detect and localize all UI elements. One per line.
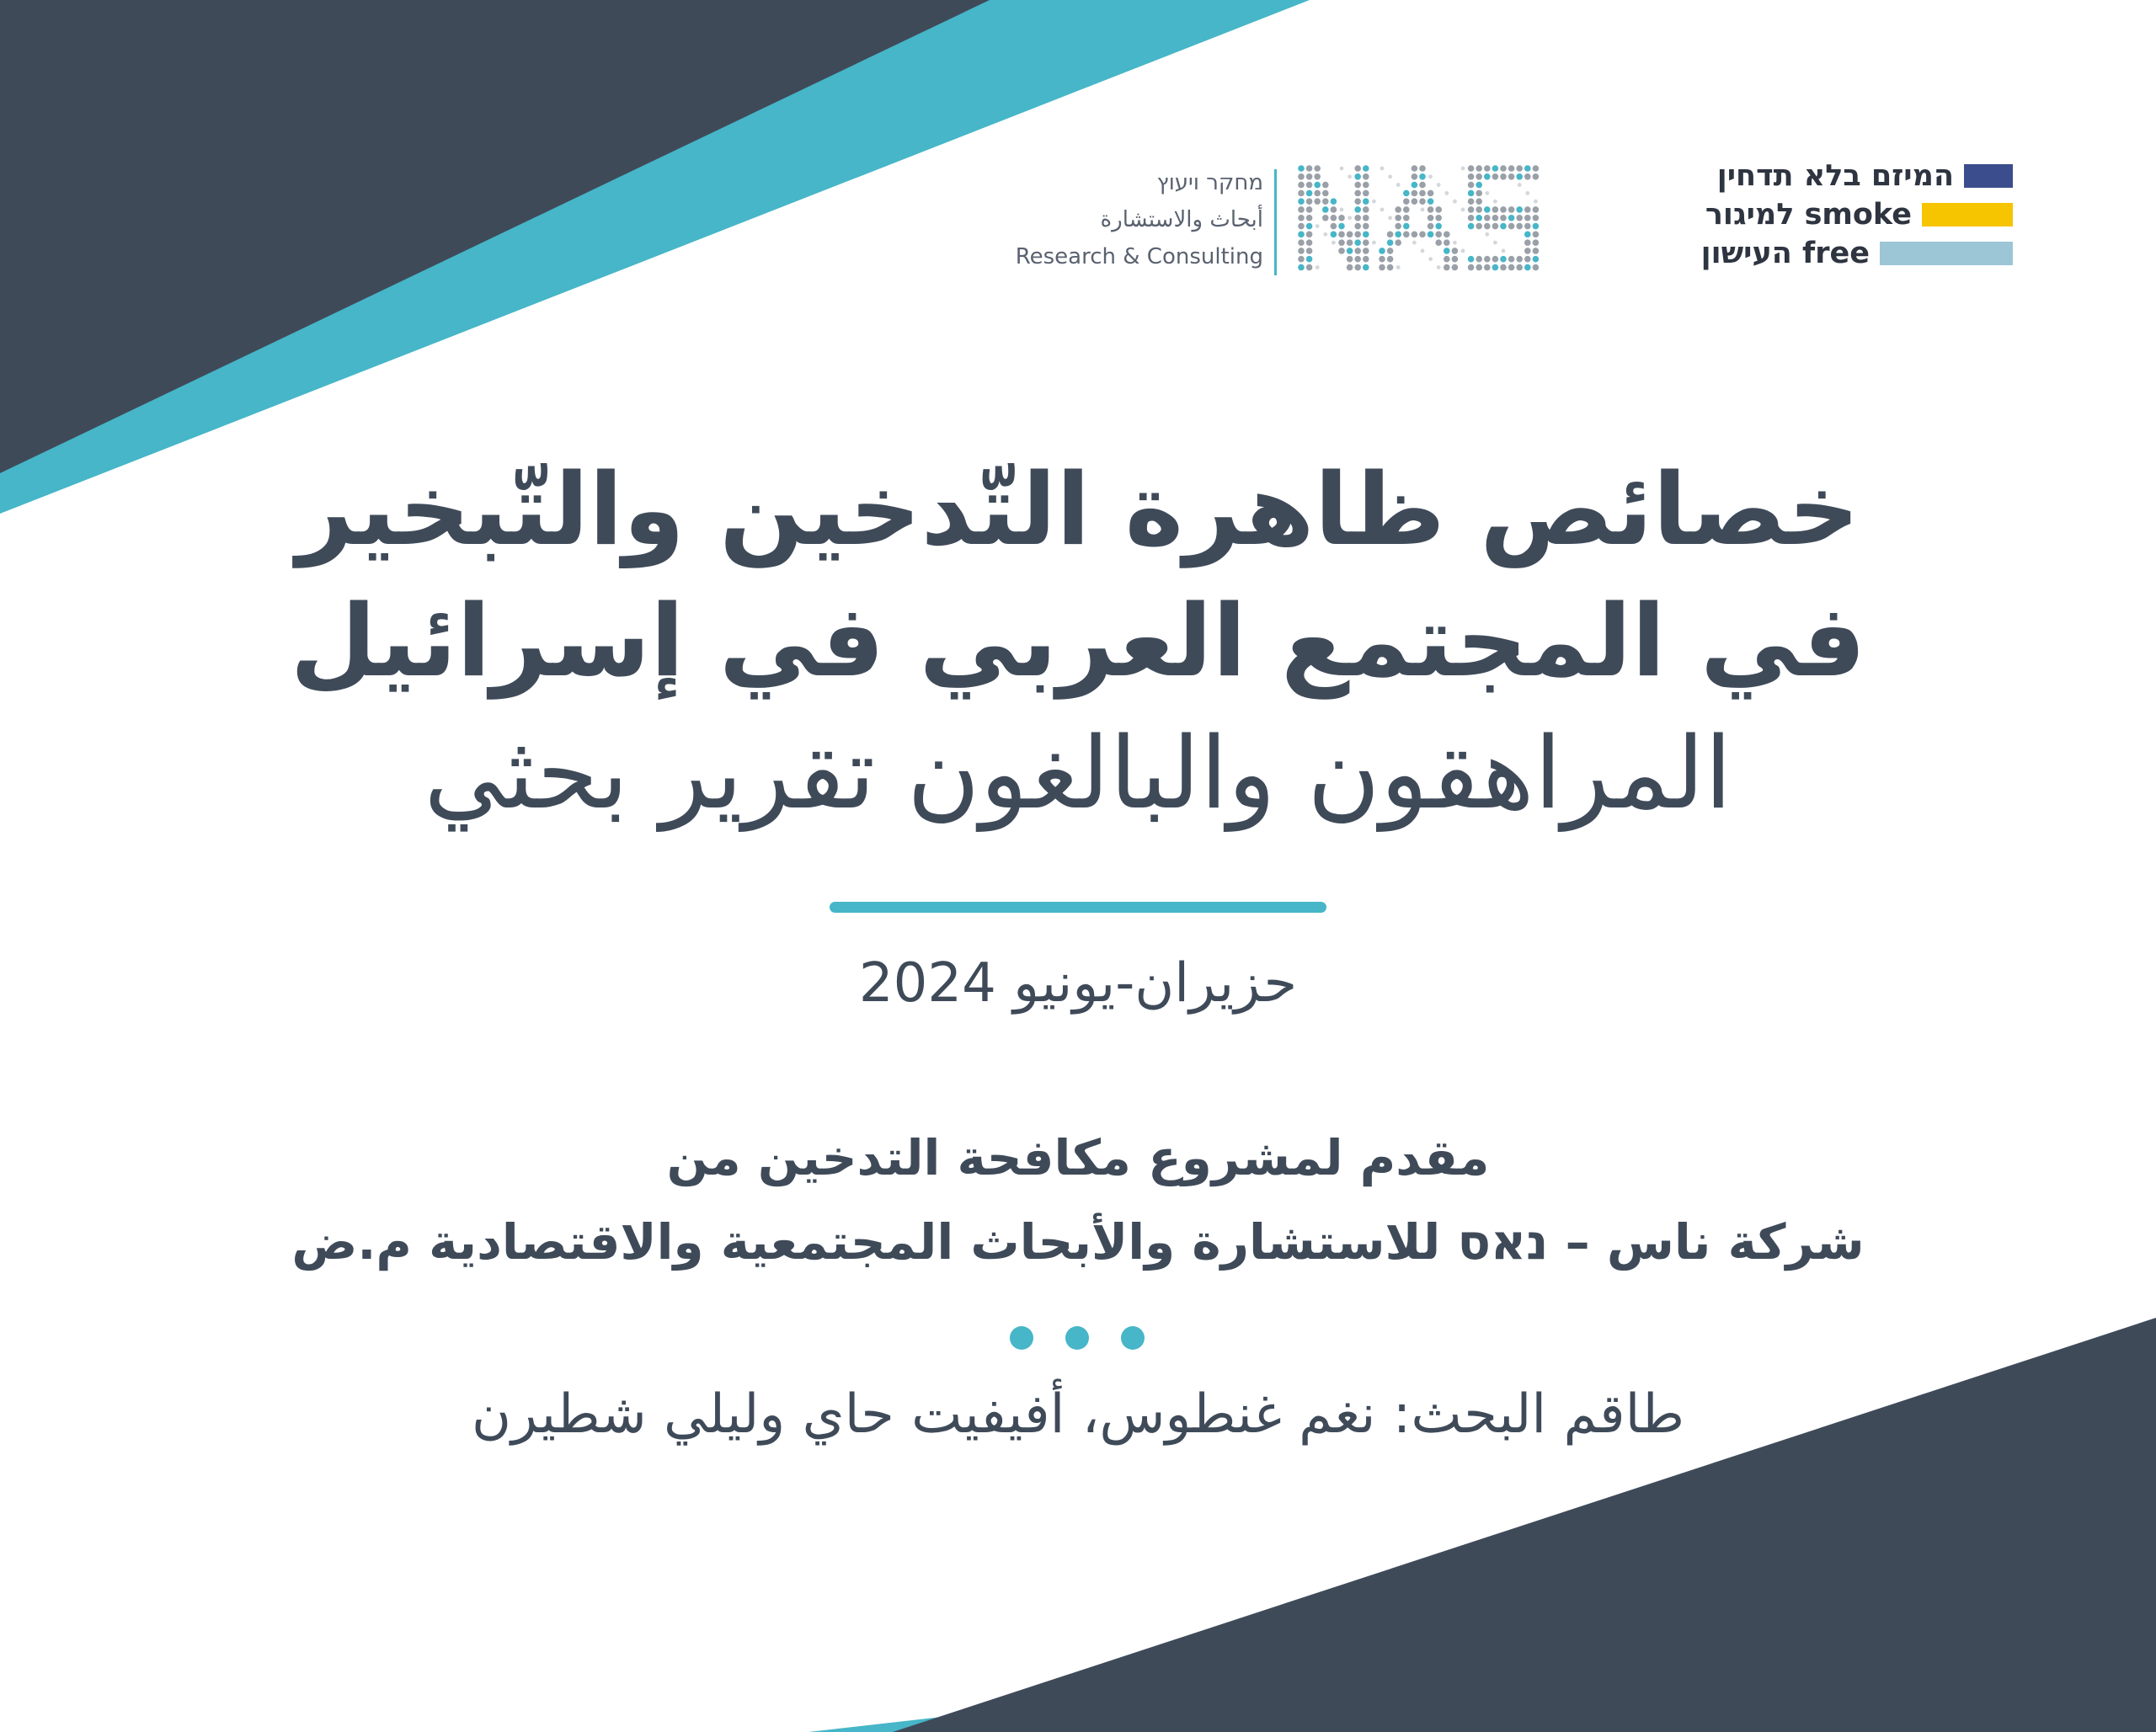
nas-dot [1525,191,1529,195]
nas-dot [1533,206,1540,213]
nas-dot [1298,182,1305,189]
nas-dot [1419,173,1426,180]
nas-dot [1403,198,1410,205]
nas-dot [1347,248,1353,254]
nas-dot [1476,215,1482,221]
nas-dot [1412,190,1418,197]
nas-dot [1306,173,1313,180]
nas-dot [1461,167,1465,171]
nas-dot [1348,174,1352,179]
nas-dot [1338,248,1345,254]
nas-dot [1314,198,1321,205]
smokefree-logo-row-3 [1701,237,2013,269]
report-date: حزيران-يونيو 2024 [858,952,1298,1015]
smokefree-logo-row-2 [1705,199,2013,231]
nas-dot [1533,215,1540,221]
nas-dot [1379,248,1385,254]
nas-dot [1516,215,1523,221]
nas-dot [1347,256,1353,263]
nas-dot [1314,182,1321,189]
nas-dot [1421,249,1425,253]
nas-dot [1534,200,1538,204]
nas-dot [1476,256,1482,263]
nas-dot [1314,173,1321,180]
smokefree-logo-row-1 [1717,160,2013,192]
nas-dot [1395,239,1401,246]
nas-dot [1354,239,1361,246]
nas-dot [1396,265,1401,269]
separator-dot [1121,1326,1145,1350]
nas-dot [1322,198,1329,205]
nas-dot [1306,198,1313,205]
nas-dot [1338,215,1345,221]
nas-dot [1468,173,1475,180]
nas-dot [1388,174,1392,179]
nas-dot [1452,264,1459,271]
nas-dot [1516,165,1523,172]
nas-dot [1306,215,1313,221]
nas-dot [1298,173,1305,180]
nas-dot [1428,174,1433,179]
nas-dot [1387,248,1394,254]
presented-line-2: شركة ناس – נאס للاستشارة والأبحاث المجتمعية والاقتصادية م.ض [291,1213,1865,1271]
nas-dot [1363,215,1369,221]
nas-dot [1372,241,1376,245]
nas-dot [1516,223,1523,230]
nas-dot [1322,215,1329,221]
nas-dot [1419,190,1426,197]
nas-dot [1306,190,1313,197]
nas-dot [1437,183,1441,187]
nas-dot [1380,167,1385,171]
nas-dot [1363,256,1369,263]
nas-dot [1508,264,1515,271]
nas-dot [1524,264,1531,271]
nas-dot [1419,182,1426,189]
smokefree-line-2: smoke למיגור [1705,198,1912,232]
nas-dot [1298,215,1305,221]
nas-dot [1306,165,1313,172]
nas-dot [1331,215,1337,221]
nas-dot [1306,256,1313,263]
nas-dot [1387,256,1394,263]
nas-line-english: Research & Consulting [1015,244,1263,269]
nas-dot [1395,232,1401,238]
nas-dot [1354,232,1361,238]
nas-dot [1524,165,1531,172]
nas-dot [1493,241,1497,245]
nas-dot [1524,232,1531,238]
nas-dot [1338,223,1345,230]
nas-dot [1500,215,1507,221]
nas-dot [1492,223,1499,230]
nas-dot [1484,206,1491,213]
nas-dot [1395,223,1401,230]
nas-dot [1468,198,1475,205]
nas-dot [1453,241,1457,245]
nas-dot [1484,215,1491,221]
nas-dot [1412,198,1418,205]
nas-dot [1435,232,1442,238]
nas-dot [1493,200,1497,204]
nas-dot [1492,215,1499,221]
presented-line-1: مقدم لمشروع مكافحة التدخين من [666,1129,1490,1186]
nas-dot [1524,173,1531,180]
nas-dot [1363,206,1369,213]
nas-dot [1387,264,1394,271]
nas-dot [1508,165,1515,172]
nas-dot [1508,223,1515,230]
nas-dot [1306,264,1313,271]
nas-dot [1500,264,1507,271]
nas-dot [1315,265,1320,269]
nas-dot [1363,264,1369,271]
nas-dot [1435,239,1442,246]
nas-dot [1354,198,1361,205]
separator-dot [1065,1326,1089,1350]
nas-dot [1492,165,1499,172]
nas-dot [1492,256,1499,263]
nas-dot [1508,215,1515,221]
nas-dot [1437,265,1441,269]
nas-dot [1476,165,1482,172]
nas-dot [1476,190,1482,197]
nas-dot [1476,223,1482,230]
nas-dot [1379,264,1385,271]
nas-dot [1331,223,1337,230]
nas-dot [1298,198,1305,205]
nas-dot [1388,216,1392,220]
nas-logo [1006,164,1558,290]
nas-dot [1412,241,1417,245]
nas-dot [1452,256,1459,263]
nas-dot [1452,248,1459,254]
nas-dot [1533,165,1540,172]
nas-dot [1444,191,1449,195]
nas-dot [1516,256,1523,263]
nas-dot [1354,223,1361,230]
nas-dot [1354,215,1361,221]
smokefree-logo [1693,160,2013,278]
nas-dotted-mark [1297,164,1550,282]
nas-dot [1331,241,1336,245]
nas-dot [1315,224,1320,228]
title-divider [830,902,1326,913]
nas-dot [1485,191,1489,195]
nas-dot [1372,200,1376,204]
light-blue-bar [1880,242,2013,265]
nas-dot [1533,173,1540,180]
nas-dot [1347,239,1353,246]
nas-dot [1298,248,1305,254]
nas-dot [1363,239,1369,246]
nas-dot [1403,206,1410,213]
nas-dot [1428,223,1434,230]
nas-dot [1468,182,1475,189]
nas-dot [1484,264,1491,271]
nas-dot [1524,248,1531,254]
nas-dot [1363,223,1369,230]
nas-dot [1354,256,1361,263]
nas-dot [1306,239,1313,246]
nas-dot [1468,215,1475,221]
nas-dot [1524,223,1531,230]
nas-dot [1363,198,1369,205]
nas-dot [1387,232,1394,238]
nas-dot [1363,248,1369,254]
nas-dot [1524,239,1531,246]
nas-dot [1298,239,1305,246]
nas-dot [1419,198,1426,205]
nas-dot [1354,248,1361,254]
nas-dot [1340,208,1344,212]
nas-dot [1331,206,1337,213]
nas-dot [1419,165,1426,172]
nas-dot [1484,256,1491,263]
title-line-2: في المجتمع العربي في إسرائيل [290,583,1866,699]
nas-dot [1492,206,1499,213]
nas-dot [1500,173,1507,180]
nas-dot [1533,248,1540,254]
nas-dot [1403,215,1410,221]
nas-dot [1485,232,1489,237]
nas-dot [1298,190,1305,197]
nas-dot [1518,183,1522,187]
nas-dot [1468,206,1475,213]
nas-dot [1306,248,1313,254]
nas-dot [1298,256,1305,263]
nas-dot [1435,206,1442,213]
nas-dot [1354,190,1361,197]
nas-dot [1468,256,1475,263]
nas-dot [1323,232,1327,237]
nas-dot [1444,264,1450,271]
research-team: طاقم البحث: نغم غنطوس، أفيفيت حاي وليلي شطيرن [471,1383,1685,1446]
nas-dot [1314,165,1321,172]
nas-dot [1306,206,1313,213]
nas-dot [1484,165,1491,172]
nas-dot [1476,206,1482,213]
nas-dot [1444,248,1450,254]
nas-dot [1395,215,1401,221]
nas-dot [1476,198,1482,205]
nas-dot [1468,190,1475,197]
nas-dot [1354,182,1361,189]
nas-dot [1461,208,1465,212]
nas-dot [1379,256,1385,263]
nas-dot [1453,200,1457,204]
nas-dot [1484,173,1491,180]
nas-dot [1314,190,1321,197]
nas-dot [1354,165,1361,172]
nas-dot [1298,165,1305,172]
nas-dot [1476,264,1482,271]
nas-dot [1444,239,1450,246]
nas-dot [1298,232,1305,238]
nas-dot [1298,264,1305,271]
smokefree-line-3: free העישון [1700,237,1870,270]
nas-dot [1331,232,1337,238]
nas-dot [1395,206,1401,213]
nas-dot [1380,208,1385,212]
nas-dot [1412,165,1418,172]
nas-dot [1500,165,1507,172]
nas-dot [1508,256,1515,263]
nas-dot [1306,223,1313,230]
nas-dot [1444,232,1450,238]
nas-logo-text [994,164,1263,275]
nas-dot [1340,167,1344,171]
nas-dot [1461,249,1465,253]
nas-dot [1348,216,1352,220]
nas-dot [1428,190,1434,197]
nas-dot [1354,173,1361,180]
nas-dot [1533,256,1540,263]
nas-dot [1403,223,1410,230]
nas-dot [1533,239,1540,246]
nas-dot [1347,232,1353,238]
nas-dot [1428,206,1434,213]
nas-dot [1476,182,1482,189]
nas-dot [1428,198,1434,205]
nas-dot [1508,173,1515,180]
nas-dot [1435,215,1442,221]
nas-dot [1363,182,1369,189]
nas-dot [1502,249,1506,253]
nas-dot [1533,232,1540,238]
nas-dot [1363,173,1369,180]
nas-dot [1363,165,1369,172]
nas-dot [1412,182,1418,189]
nas-dot [1524,215,1531,221]
nas-dot [1363,190,1369,197]
nas-dot [1347,264,1353,271]
nas-dot [1468,165,1475,172]
nas-dot [1444,256,1450,263]
nas-line-arabic: أبحاث والاستشارة [1100,207,1263,232]
nas-dot [1524,206,1531,213]
nas-dot [1338,232,1345,238]
separator-dot [1010,1326,1033,1350]
nas-dot [1306,182,1313,189]
smokefree-line-1: המיזם בלא תדחין [1716,159,1954,193]
title-line-1: خصائص ظاهرة التّدخين والتّبخير [296,451,1860,568]
nas-line-hebrew: מחקר ויעוץ [1156,170,1263,195]
navy-bar [1964,164,2013,188]
nas-dot [1354,264,1361,271]
top-left-dark-triangle [0,0,990,473]
nas-dot [1484,223,1491,230]
nas-dot [1298,223,1305,230]
nas-dot [1396,183,1401,187]
nas-dot [1516,206,1523,213]
nas-dot [1354,206,1361,213]
nas-dot [1492,173,1499,180]
nas-dot [1428,257,1433,261]
nas-dot [1387,239,1394,246]
nas-dot [1476,173,1482,180]
nas-dot [1331,198,1337,205]
nas-dot [1516,264,1523,271]
nas-dot [1492,264,1499,271]
yellow-bar [1922,203,2013,226]
nas-dot [1306,232,1313,238]
nas-dot [1468,264,1475,271]
nas-dot [1468,223,1475,230]
nas-dot [1412,173,1418,180]
nas-logo-divider [1274,169,1277,275]
nas-dot [1403,190,1410,197]
nas-dot [1533,223,1540,230]
title-line-3: المراهقون والبالغون تقرير بحثي [424,715,1732,831]
nas-dot [1363,232,1369,238]
nas-dot [1500,206,1507,213]
nas-dot [1419,232,1426,238]
nas-dot [1403,232,1410,238]
nas-dot [1338,239,1345,246]
nas-dot [1500,256,1507,263]
nas-dot [1322,182,1329,189]
nas-dot [1428,215,1434,221]
nas-dot [1322,190,1329,197]
nas-dot [1428,232,1434,238]
nas-dot [1500,223,1507,230]
nas-dot [1533,264,1540,271]
nas-dot [1516,173,1523,180]
nas-dot [1435,223,1442,230]
nas-dot [1524,256,1531,263]
nas-dot [1322,206,1329,213]
nas-dot [1412,232,1418,238]
nas-dot [1298,206,1305,213]
nas-dot [1508,206,1515,213]
nas-dot [1421,208,1425,212]
